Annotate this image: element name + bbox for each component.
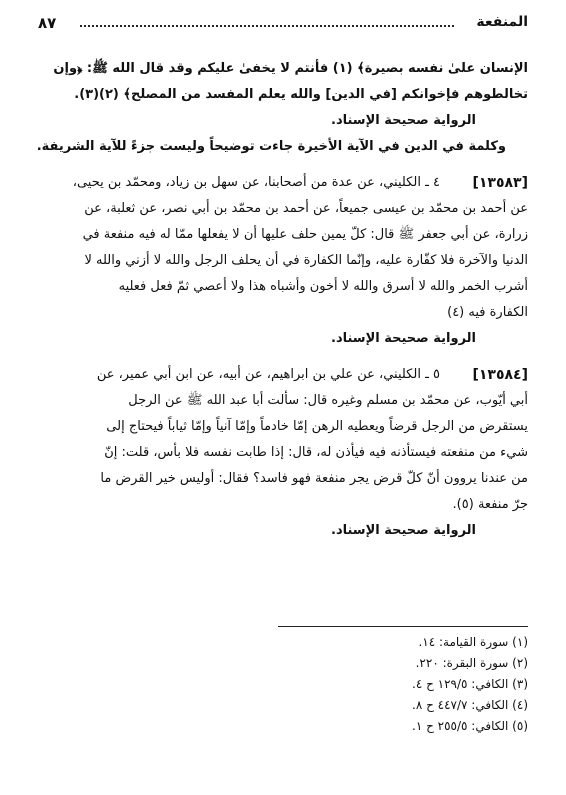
footnote: (١) سورة القيامة: ١٤. bbox=[418, 635, 528, 649]
footnote-divider bbox=[278, 626, 528, 627]
text-line: الدنيا والآخرة فلا كفّارة عليه، وإنّما الكفارة في أن يحلف الرجل والله لا أزني والله لا bbox=[84, 253, 528, 268]
page-number: ٨٧ bbox=[38, 14, 57, 32]
text-line: من عندنا يروون أنّ كلّ قرض يجر منفعة فهو فاسد؟ فقال: أوليس خير القرض ما bbox=[100, 471, 528, 486]
footnote: (٤) الكافي: ٤٤٧/٧ ح ٨. bbox=[412, 698, 528, 712]
hadith-number: [١٣٥٨٤] bbox=[472, 367, 528, 383]
running-header bbox=[38, 14, 528, 38]
text-line: شيء من منفعته فيستأذنه فيه فيأذن له، قال: إذا طابت نفسه فلا بأس، قلت: إنّ bbox=[104, 445, 528, 460]
footnotes bbox=[38, 632, 528, 737]
hadith-first-line bbox=[38, 362, 528, 388]
footnote: (٢) سورة البقرة: ٢٢٠. bbox=[415, 656, 528, 670]
text-line: ٥ ـ الكليني، عن علي بن ابراهيم، عن أبيه، عن ابن أبي عمير، عن bbox=[96, 367, 440, 382]
commentary-line: وكلمة في الدين في الآية الأخيرة جاءت توضيحاً وليست جزءً للآية الشريفة. bbox=[36, 139, 506, 154]
text-line: تخالطوهم فإخوانكم [في الدين] والله يعلم المفسد من المصلح﴾ (٢)(٣). bbox=[74, 87, 528, 102]
footnote: (٣) الكافي: ١٢٩/٥ ح ٤. bbox=[412, 677, 528, 691]
isnad-note: الرواية صحيحة الإسناد. bbox=[331, 523, 476, 538]
isnad-note: الرواية صحيحة الإسناد. bbox=[331, 331, 476, 346]
text-line: الكفارة فيه (٤) bbox=[447, 305, 528, 320]
hadith-first-line bbox=[38, 170, 528, 196]
isnad-note: الرواية صحيحة الإسناد. bbox=[331, 113, 476, 128]
text-line: يستقرض من الرجل قرضاً ويعطيه الرهن إمّا خادماً وإمّا آنياً وإمّا ثياباً فيحتاج إلى bbox=[106, 419, 528, 434]
text-line: الإنسان علىٰ نفسه بصيرة﴾ (١) فأنتم لا يخفىٰ عليكم وقد قال الله ﷺ: ﴿وإن bbox=[53, 61, 528, 76]
text-line: أشرب الخمر والله لا أسرق والله لا أخون وأشباه هذا ولا أعصي ثمّ فعل فعليه bbox=[118, 279, 528, 294]
spacer bbox=[38, 160, 528, 170]
hadith-number: [١٣٥٨٣] bbox=[472, 175, 528, 191]
spacer bbox=[38, 352, 528, 362]
text-line: جرّ منفعة (٥). bbox=[452, 497, 528, 512]
main-text bbox=[38, 56, 528, 544]
footnote: (٥) الكافي: ٢٥٥/٥ ح ١. bbox=[412, 719, 528, 733]
text-line: عن أحمد بن محمّد بن عيسى جميعاً، عن أحمد بن محمّد بن أبي نصر، عن ثعلبة، عن bbox=[84, 201, 528, 216]
running-title: المنفعة bbox=[476, 14, 528, 30]
text-line: أبي أيّوب، عن محمّد بن مسلم وغيره قال: سألت أبا عبد الله ﷺ عن الرجل bbox=[128, 393, 528, 408]
text-line: ٤ ـ الكليني، عن عدة من أصحابنا، عن سهل بن زياد، ومحمّد بن يحيى، bbox=[72, 175, 440, 190]
text-line: زرارة، عن أبي جعفر ﷺ قال: كلّ يمين حلف عليها أن لا يفعلها ممّا له فيه منفعة في bbox=[82, 227, 528, 242]
dotted-leader bbox=[80, 25, 454, 27]
